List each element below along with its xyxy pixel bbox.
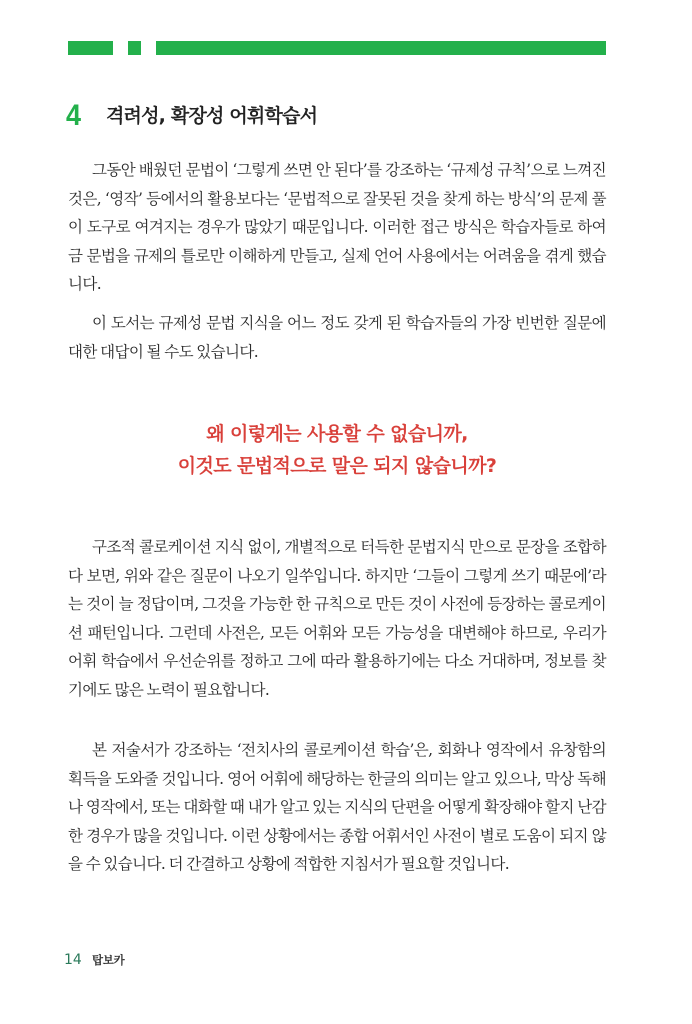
callout-line-2: 이것도 문법적으로 말은 되지 않습니까? [177, 455, 497, 477]
paragraph-4: 본 저술서가 강조하는 ‘전치사의 콜로케이션 학습’은, 회화나 영작에서 유창함의 획득을 도와줄 것입니다. 영어 어휘에 해당하는 한글의 의미는 알고 있으나, 막상 독해나 영작에서, 또는 대화할 때 내가 알고 있는 지식의 단편을 어떻게 확장해야 할지 난감한 경우가 많을 것입니다. 이런 상황에서는 종합 어휘서인 사전이 별로 도움이 되지 않을 수 있습니다. 더 간결하고 상황에 적합한 지침서가 필요할 것입니다. [68, 741, 606, 873]
page-footer [64, 952, 124, 968]
section-heading [66, 98, 317, 134]
callout-line-1: 왜 이렇게는 사용할 수 없습니까, [206, 423, 468, 445]
paragraph-1: 그동안 배웠던 문법이 ‘그렇게 쓰면 안 된다’를 강조하는 ‘규제성 규칙’으로 느껴진 것은, ‘영작’ 등에서의 활용보다는 ‘문법적으로 잘못된 것을 찾게 하는 방식’의 문제 풀이 도구로 여겨지는 경우가 많았기 때문입니다. 이러한 접근 방식은 학습자들로 하여금 문법을 규제의 틀로만 이해하게 만들고, 실제 언어 사용에서는 어려움을 겪게 했습니다. [68, 161, 606, 293]
header-bar-short [68, 41, 113, 55]
callout-question [68, 418, 606, 482]
header-bar-tiny [128, 41, 141, 55]
book-title: 탑보카 [92, 953, 125, 967]
paragraph-3: 구조적 콜로케이션 지식 없이, 개별적으로 터득한 문법지식 만으로 문장을 조합하다 보면, 위와 같은 질문이 나오기 일쑤입니다. 하지만 ‘그들이 그렇게 쓰기 때문에’라는 것이 늘 정답이며, 그것을 가능한 한 규칙으로 만든 것이 사전에 등장하는 콜로케이션 패턴입니다. 그런데 사전은, 모든 어휘와 모든 가능성을 대변해야 하므로, 우리가 어휘 학습에서 우선순위를 정하고 그에 따라 활용하기에는 다소 거대하며, 정보를 찾기에도 많은 노력이 필요합니다. [68, 538, 606, 699]
section-number: 4 [66, 99, 82, 132]
header-bar-long [156, 41, 606, 55]
paragraph-2: 이 도서는 규제성 문법 지식을 어느 정도 갖게 된 학습자들의 가장 빈번한 질문에 대한 대답이 될 수도 있습니다. [68, 314, 606, 361]
section-title: 격려성, 확장성 어휘학습서 [106, 105, 318, 127]
page-number: 14 [64, 952, 82, 968]
